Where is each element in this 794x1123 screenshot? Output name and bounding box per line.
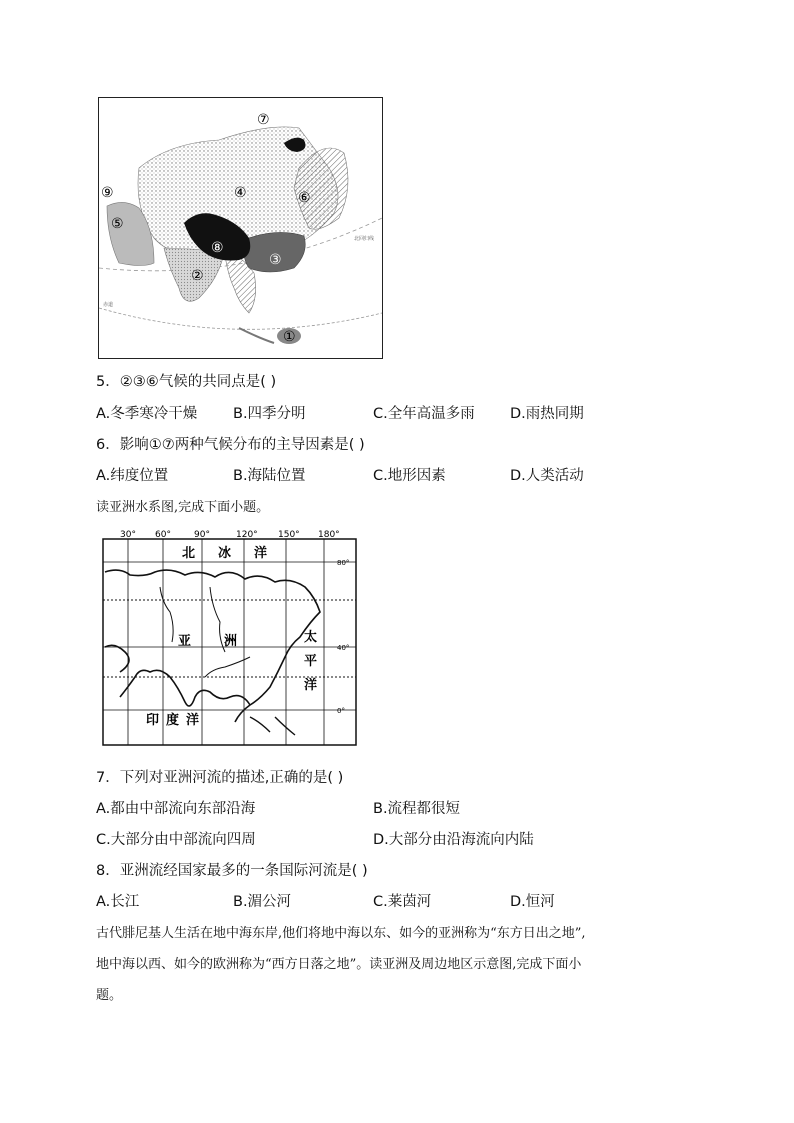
q7-option-a[interactable]: A.都由中部流向东部沿海 — [96, 801, 256, 817]
q8-option-b[interactable]: B.湄公河 — [233, 894, 292, 910]
asia-river-map — [100, 527, 360, 749]
q7-option-b[interactable]: B.流程都很短 — [373, 801, 461, 817]
lon-tick-120: 120° — [236, 530, 258, 540]
tropic-label: 北回归线 — [354, 236, 375, 242]
map-word-yang3: 洋 — [186, 713, 200, 728]
q8-option-c[interactable]: C.莱茵河 — [373, 894, 432, 910]
q6-option-d[interactable]: D.人类活动 — [510, 468, 584, 484]
lon-tick-90: 90° — [194, 530, 210, 540]
label-8: ⑧ — [211, 240, 224, 256]
read-instruction-2-line2: 地中海以西、如今的欧洲称为“西方日落之地”。读亚洲及周边地区示意图,完成下面小 — [96, 957, 582, 972]
q5-stem: 5．②③⑥气候的共同点是( ) — [96, 374, 277, 390]
climate-map-svg — [99, 98, 382, 358]
q6-option-a[interactable]: A.纬度位置 — [96, 468, 169, 484]
map-word-bei: 北 — [182, 546, 196, 561]
map-word-yang2: 洋 — [304, 678, 318, 693]
lat-tick-0: 0° — [337, 707, 345, 715]
q5-option-d[interactable]: D.雨热同期 — [510, 406, 584, 422]
river-yenisei — [210, 587, 225, 652]
label-5: ⑤ — [111, 216, 124, 232]
label-3: ③ — [269, 252, 282, 268]
map-word-bing: 冰 — [218, 546, 232, 561]
lon-tick-180: 180° — [318, 530, 340, 540]
label-2: ② — [191, 268, 204, 284]
label-1: ① — [283, 329, 296, 345]
q7-option-c[interactable]: C.大部分由中部流向四周 — [96, 832, 256, 848]
q5-option-a[interactable]: A.冬季寒冷干燥 — [96, 406, 198, 422]
river-yangtze — [205, 657, 250, 677]
lon-tick-150: 150° — [278, 530, 300, 540]
equator-label: 赤道 — [103, 302, 114, 308]
map-word-yang1: 洋 — [254, 546, 268, 561]
map-word-ya: 亚 — [178, 634, 192, 649]
map-word-tai: 太 — [304, 630, 318, 645]
river-ob — [160, 587, 173, 642]
label-9: ⑨ — [101, 185, 114, 201]
read-instruction-2-line1: 古代腓尼基人生活在地中海东岸,他们将地中海以东、如今的亚洲称为“东方日出之地”, — [96, 926, 586, 941]
lat-tick-80: 80° — [337, 559, 350, 567]
map-word-yin: 印 — [146, 713, 160, 728]
q5-option-b[interactable]: B.四季分明 — [233, 406, 306, 422]
q7-stem: 7．下列对亚洲河流的描述,正确的是( ) — [96, 770, 344, 786]
q8-stem: 8．亚洲流经国家最多的一条国际河流是( ) — [96, 863, 368, 879]
coastline — [105, 570, 320, 722]
q8-option-a[interactable]: A.长江 — [96, 894, 140, 910]
q6-option-c[interactable]: C.地形因素 — [373, 468, 446, 484]
lon-tick-60: 60° — [155, 530, 171, 540]
label-4: ④ — [234, 185, 247, 201]
label-7: ⑦ — [257, 112, 270, 128]
map-word-du: 度 — [166, 713, 180, 728]
q7-option-d[interactable]: D.大部分由沿海流向内陆 — [373, 832, 534, 848]
label-6: ⑥ — [298, 190, 311, 206]
river-map-svg — [100, 527, 360, 749]
q5-option-c[interactable]: C.全年高温多雨 — [373, 406, 475, 422]
q8-option-d[interactable]: D.恒河 — [510, 894, 555, 910]
q6-stem: 6．影响①⑦两种气候分布的主导因素是( ) — [96, 437, 365, 453]
read-instruction-2-line3: 题。 — [96, 988, 123, 1003]
map-word-zhou: 洲 — [224, 634, 238, 649]
equator-line — [99, 308, 382, 329]
islands — [239, 328, 274, 343]
map-word-ping: 平 — [304, 654, 318, 669]
lat-tick-40: 40° — [337, 644, 350, 652]
asia-climate-map — [98, 97, 383, 359]
lon-tick-30: 30° — [120, 530, 136, 540]
read-instruction-1: 读亚洲水系图,完成下面小题。 — [96, 500, 270, 515]
islands — [250, 717, 295, 735]
q6-option-b[interactable]: B.海陆位置 — [233, 468, 306, 484]
